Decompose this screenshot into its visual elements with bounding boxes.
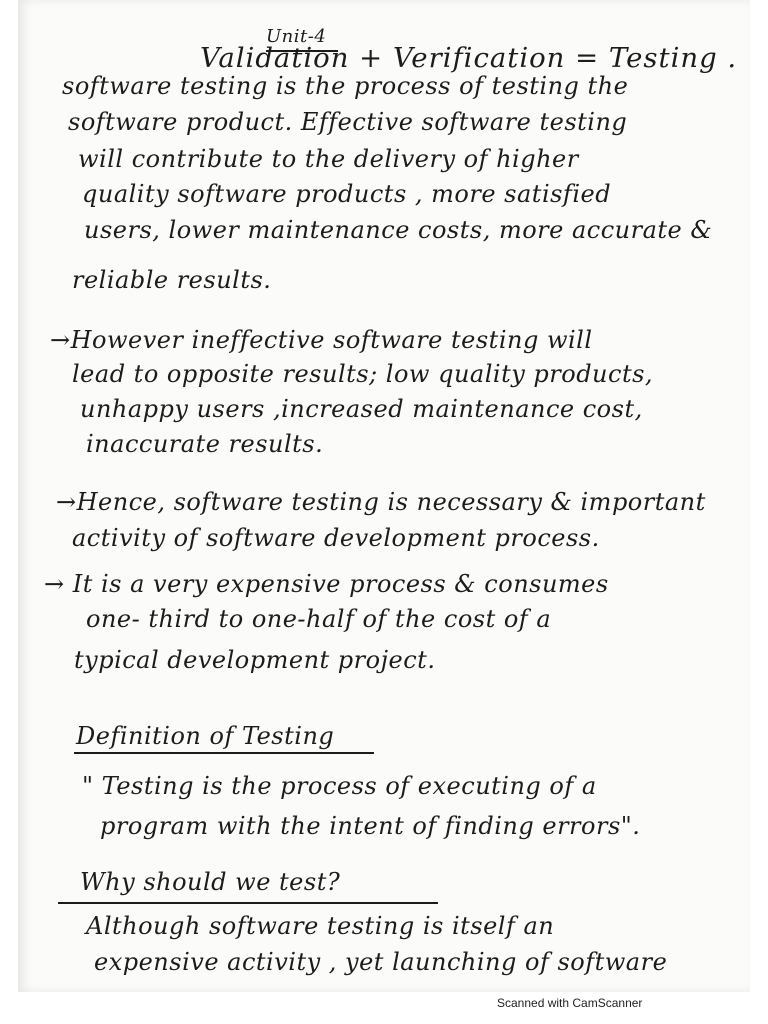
why-line1: Although software testing is itself an [86, 912, 555, 940]
para1-line6: reliable results. [72, 266, 272, 294]
para3-line1: →Hence, software testing is necessary & important [56, 488, 706, 516]
unit-heading: Unit-4 [266, 26, 327, 47]
para1-line3: will contribute to the delivery of higher [78, 145, 579, 173]
scanner-watermark: Scanned with CamScanner [497, 996, 643, 1010]
page-title: Validation + Verification = Testing . [200, 42, 738, 74]
para1-line5: users, lower maintenance costs, more accurate & [84, 216, 713, 244]
why-underline [58, 902, 438, 904]
para1-line2: software product. Effective software testing [68, 108, 628, 136]
why-heading: Why should we test? [80, 868, 341, 896]
notebook-page [18, 0, 750, 992]
scan-edge [0, 0, 18, 1024]
definition-line1: " Testing is the process of executing of a [82, 772, 597, 800]
para2-line3: unhappy users ,increased maintenance cost, [80, 395, 643, 423]
para4-line2: one- third to one-half of the cost of a [86, 605, 552, 633]
para1-line4: quality software products , more satisfied [82, 180, 612, 208]
para2-line4: inaccurate results. [86, 430, 324, 458]
definition-underline [74, 752, 374, 754]
para1-line1: software testing is the process of testing the [62, 72, 629, 100]
why-line2: expensive activity , yet launching of software [94, 948, 668, 976]
para4-line1: → It is a very expensive process & consumes [44, 570, 609, 598]
definition-heading: Definition of Testing [76, 722, 335, 750]
para3-line2: activity of software development process. [72, 524, 600, 552]
para2-line1: →However ineffective software testing will [50, 326, 593, 354]
para2-line2: lead to opposite results; low quality products, [72, 360, 654, 388]
para4-line3: typical development project. [74, 646, 436, 674]
definition-line2: program with the intent of finding errors". [100, 812, 641, 840]
